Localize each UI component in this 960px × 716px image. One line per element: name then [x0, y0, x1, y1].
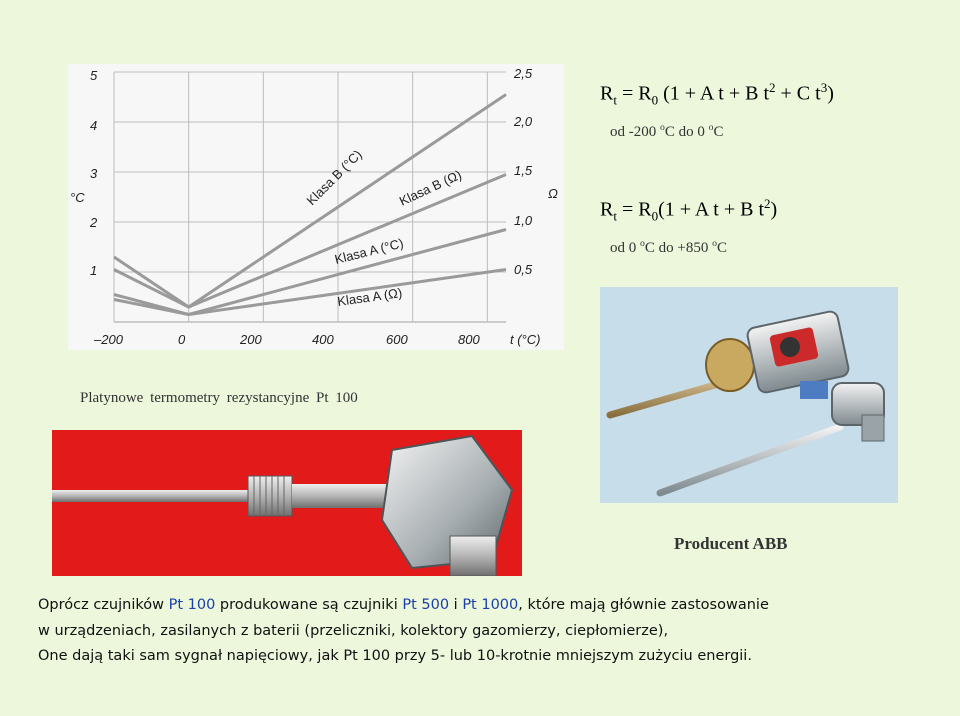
formula-text: (1 + A t + B t — [658, 198, 765, 221]
paragraph-text: Oprócz czujników — [38, 597, 169, 613]
left-tick-1: 1 — [90, 263, 98, 278]
range-text: C — [713, 124, 724, 140]
right-tick-2-5: 2,5 — [514, 66, 533, 81]
pt100-sensor-photo — [52, 430, 522, 576]
degree-mark: o — [708, 122, 714, 133]
right-tick-2-0: 2,0 — [514, 114, 533, 129]
formula-text: ) — [827, 82, 834, 105]
degree-mark: o — [640, 238, 645, 249]
paragraph-line-2: w urządzeniach, zasilanych z baterii (przeliczniki, kolektory gazomierzy, ciepłomierze), — [38, 623, 669, 639]
curve-label-klasa-b-ohm: Klasa B (Ω) — [396, 166, 464, 209]
formula-superscript: 2 — [764, 196, 771, 211]
x-axis-label: t (°C) — [510, 332, 541, 347]
formula-superscript: 3 — [820, 80, 828, 95]
paragraph-text: produkowane są czujniki — [215, 597, 403, 613]
formula-subscript: 0 — [651, 208, 659, 224]
formula-low-range — [600, 80, 834, 109]
abb-sensors-photo — [600, 287, 898, 503]
formula-subscript: t — [613, 208, 617, 224]
right-tick-0-5: 0,5 — [514, 262, 533, 277]
left-axis-label: °C — [70, 190, 85, 205]
sensor-name-pt100: Pt 100 — [168, 597, 216, 613]
x-tick-600: 600 — [386, 332, 408, 347]
formula-text: + C t — [775, 82, 821, 105]
range-low — [610, 122, 724, 141]
series-line-3 — [114, 270, 506, 315]
x-tick-minus200: –200 — [94, 332, 123, 347]
producer-label: Producent ABB — [674, 534, 788, 553]
formula-text: (1 + A t + B t — [658, 82, 770, 105]
left-tick-4: 4 — [90, 118, 98, 133]
right-axis-label: Ω — [548, 186, 558, 201]
curve-label-klasa-b-c: Klasa B (°C) — [303, 146, 365, 209]
figure-caption: Platynowe termometry rezystancyjne Pt 100 — [80, 390, 358, 406]
left-tick-3: 3 — [90, 166, 98, 181]
formula-symbol: R — [600, 198, 614, 221]
left-tick-2: 2 — [90, 215, 98, 230]
formula-high-range — [600, 196, 777, 225]
paragraph-text: i — [449, 597, 463, 613]
range-high — [610, 238, 727, 257]
formula-subscript: t — [613, 92, 617, 108]
curve-label-klasa-a-c: Klasa A (°C) — [333, 235, 405, 267]
x-tick-0: 0 — [178, 332, 186, 347]
formula-symbol: R — [600, 82, 614, 105]
x-tick-800: 800 — [458, 332, 480, 347]
formula-subscript: 0 — [651, 92, 659, 108]
sensor-name-pt1000: Pt 1000 — [462, 597, 519, 613]
right-tick-1-0: 1,0 — [514, 213, 533, 228]
range-text: od -200 — [610, 124, 660, 140]
formula-text: = R — [616, 82, 652, 105]
left-tick-5: 5 — [90, 68, 98, 83]
tolerance-chart — [68, 64, 564, 350]
paragraph-line-1 — [38, 597, 769, 613]
right-tick-1-5: 1,5 — [514, 163, 533, 178]
range-text: C do +850 — [644, 240, 713, 256]
formula-text: ) — [770, 198, 778, 221]
curve-label-klasa-a-ohm: Klasa A (Ω) — [336, 285, 404, 309]
x-tick-200: 200 — [240, 332, 262, 347]
degree-mark: o — [712, 238, 717, 249]
range-text: C — [716, 240, 727, 256]
tolerance-chart-svg — [68, 64, 564, 350]
formula-superscript: 2 — [769, 80, 776, 95]
x-tick-400: 400 — [312, 332, 334, 347]
sensor-name-pt500: Pt 500 — [402, 597, 450, 613]
formula-text: = R — [616, 198, 652, 221]
paragraph-text: , które mają głównie zastosowanie — [518, 597, 769, 613]
range-text: C do 0 — [664, 124, 709, 140]
degree-mark: o — [660, 122, 665, 133]
paragraph-line-3: One dają taki sam sygnał napięciowy, jak Pt 100 przy 5- lub 10-krotnie mniejszym zużyciu energii. — [38, 648, 752, 664]
range-text: od 0 — [610, 240, 640, 256]
